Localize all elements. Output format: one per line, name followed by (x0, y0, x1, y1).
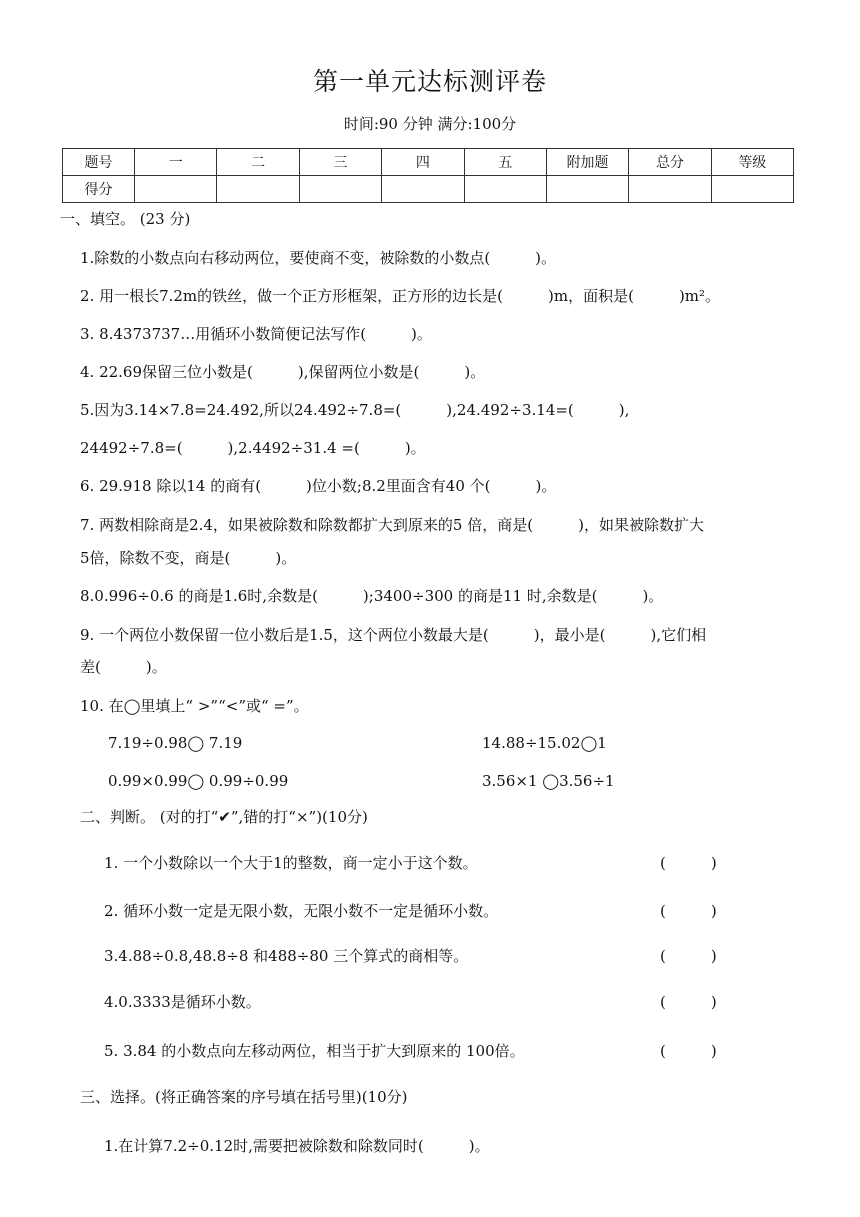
question-1-6: 6. 29.918 除以14 的商有( )位小数;8.2里面含有40 个( )。 (80, 477, 557, 495)
section1-title: 一、填空。 (23 分) (60, 210, 191, 228)
score-header-cell: 四 (382, 149, 464, 176)
section2-title: 二、判断。 (对的打“✔”,错的打“×”)(10分) (80, 808, 368, 826)
question-1-5b: 24492÷7.8=( ),2.4492÷31.4 =( )。 (80, 439, 426, 457)
judge-item: 5. 3.84 的小数点向左移动两位，相当于扩大到原来的 100倍。 (104, 1042, 525, 1060)
exam-title: 第一单元达标测评卷 (312, 67, 547, 96)
question-1-8: 8.0.996÷0.6 的商是1.6时,余数是( );3400÷300 的商是11 时,余数是( )。 (80, 587, 664, 605)
score-input-cell[interactable] (464, 176, 546, 203)
score-header-cell: 附加题 (546, 149, 628, 176)
answer-paren[interactable]: ( ) (660, 1042, 717, 1060)
question-1-9a: 9. 一个两位小数保留一位小数后是1.5，这个两位小数最大是( )，最小是( ),它们相 (80, 626, 707, 644)
score-input-cell[interactable] (299, 176, 381, 203)
score-header-cell: 二 (217, 149, 299, 176)
question-1-3: 3. 8.4373737…用循环小数简便记法写作( )。 (80, 325, 432, 343)
score-table-score-row (63, 176, 794, 203)
score-header-cell: 题号 (63, 149, 135, 176)
score-table-header-row (63, 149, 794, 176)
question-1-9b: 差( )。 (80, 658, 167, 676)
score-row-label: 得分 (63, 176, 135, 203)
score-header-cell: 五 (464, 149, 546, 176)
compare-item: 14.88÷15.02◯1 (482, 734, 607, 752)
score-header-cell: 等级 (711, 149, 793, 176)
score-input-cell[interactable] (217, 176, 299, 203)
score-input-cell[interactable] (382, 176, 464, 203)
score-header-cell: 三 (299, 149, 381, 176)
question-1-7a: 7. 两数相除商是2.4，如果被除数和除数都扩大到原来的5 倍，商是( )，如果被除数扩大 (80, 516, 704, 534)
score-header-cell: 一 (135, 149, 217, 176)
judge-item: 2. 循环小数一定是无限小数，无限小数不一定是循环小数。 (104, 902, 499, 920)
question-1-4: 4. 22.69保留三位小数是( ),保留两位小数是( )。 (80, 363, 486, 381)
question-1-5a: 5.因为3.14×7.8=24.492,所以24.492÷7.8=( ),24.492÷3.14=( ), (80, 401, 630, 419)
question-1-2: 2. 用一根长7.2m的铁丝，做一个正方形框架，正方形的边长是( )m，面积是( )m²。 (80, 287, 721, 305)
compare-item: 7.19÷0.98◯ 7.19 (108, 734, 243, 752)
score-input-cell[interactable] (629, 176, 711, 203)
score-input-cell[interactable] (711, 176, 793, 203)
score-table (62, 148, 794, 203)
score-input-cell[interactable] (546, 176, 628, 203)
question-1-7b: 5倍，除数不变，商是( )。 (80, 549, 297, 567)
answer-paren[interactable]: ( ) (660, 947, 717, 965)
section3-title: 三、选择。(将正确答案的序号填在括号里)(10分) (80, 1088, 408, 1106)
judge-item: 1. 一个小数除以一个大于1的整数，商一定小于这个数。 (104, 854, 478, 872)
answer-paren[interactable]: ( ) (660, 902, 717, 920)
compare-item: 3.56×1 ◯3.56÷1 (482, 772, 615, 790)
choice-question-1: 1.在计算7.2÷0.12时,需要把被除数和除数同时( )。 (104, 1137, 490, 1155)
score-input-cell[interactable] (135, 176, 217, 203)
judge-item: 3.4.88÷0.8,48.8÷8 和488÷80 三个算式的商相等。 (104, 947, 469, 965)
exam-subtitle: 时间:90 分钟 满分:100分 (343, 115, 517, 133)
compare-item: 0.99×0.99◯ 0.99÷0.99 (108, 772, 289, 790)
question-1-1: 1.除数的小数点向右移动两位，要使商不变，被除数的小数点( )。 (80, 249, 557, 267)
answer-paren[interactable]: ( ) (660, 854, 717, 872)
judge-item: 4.0.3333是循环小数。 (104, 993, 261, 1011)
answer-paren[interactable]: ( ) (660, 993, 717, 1011)
score-header-cell: 总分 (629, 149, 711, 176)
question-1-10: 10. 在◯里填上“ >”“<”或“ =”。 (80, 697, 309, 715)
